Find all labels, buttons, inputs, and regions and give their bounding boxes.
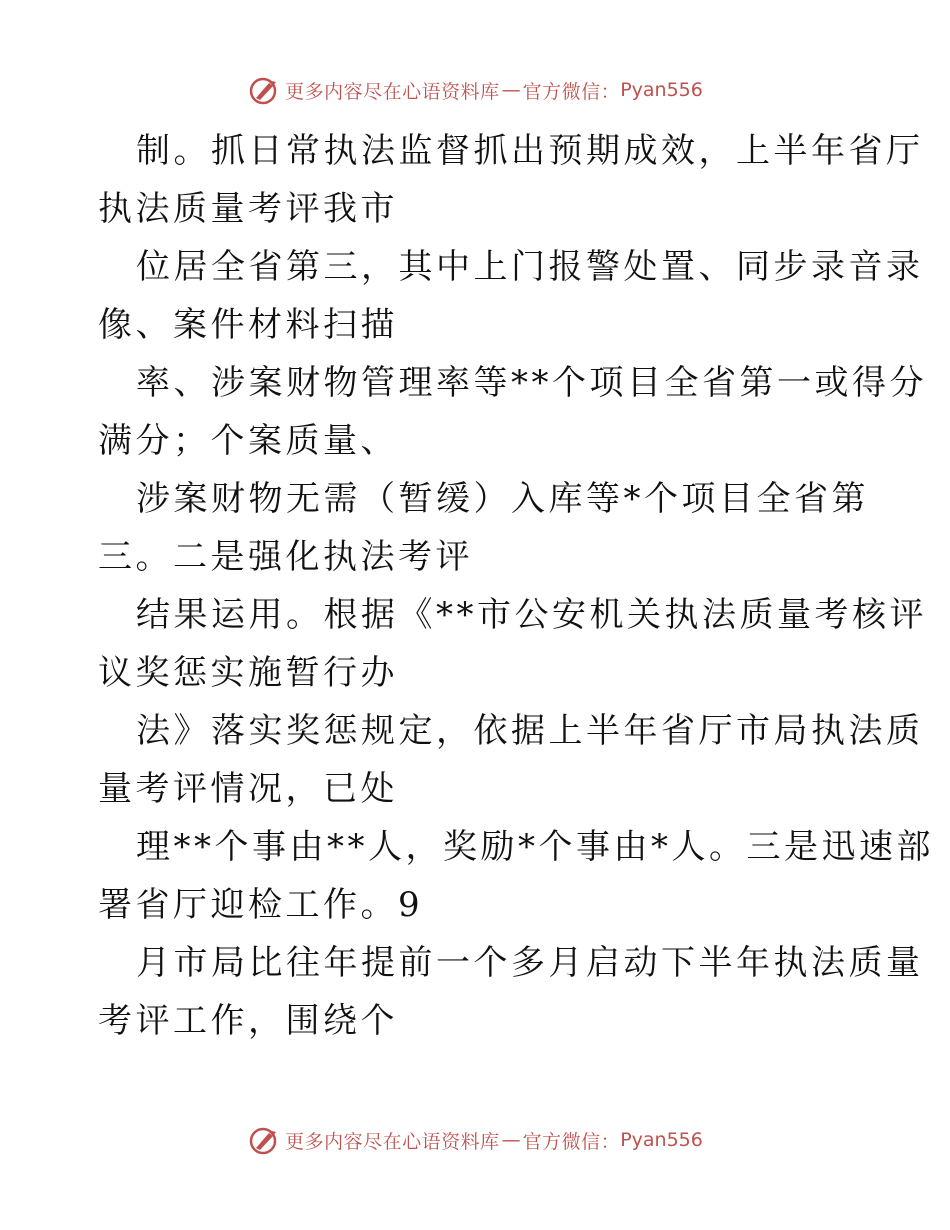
paragraph bbox=[98, 122, 924, 238]
footer-watermark bbox=[0, 1120, 950, 1160]
watermark-text: 更多内容尽在心语资料库 bbox=[285, 80, 500, 103]
header-watermark bbox=[0, 70, 950, 110]
paragraph-line: 执法质量考评我市 bbox=[98, 189, 398, 229]
paragraph-line: 署省厅迎检工作。9 bbox=[98, 885, 424, 925]
paragraph bbox=[98, 354, 927, 470]
paragraph bbox=[98, 470, 869, 586]
watermark-text: 更多内容尽在心语资料库 bbox=[285, 1130, 500, 1153]
document-body bbox=[98, 122, 934, 1050]
pen-logo-icon bbox=[247, 74, 279, 106]
paragraph-line: 满分；个案质量、 bbox=[98, 421, 398, 461]
paragraph-line: 位居全省第三，其中上门报警处置、同步录音录 bbox=[136, 247, 924, 287]
watermark-label: 官方微信： bbox=[522, 1130, 621, 1153]
paragraph-line: 量考评情况，已处 bbox=[98, 769, 398, 809]
paragraph bbox=[98, 238, 924, 354]
watermark-label: 官方微信： bbox=[522, 80, 621, 103]
paragraph bbox=[98, 818, 934, 934]
paragraph-line: 制。抓日常执法监督抓出预期成效，上半年省厅 bbox=[136, 131, 924, 171]
paragraph bbox=[98, 934, 924, 1050]
watermark-id: Pyan556 bbox=[620, 79, 703, 101]
paragraph-line: 考评工作，围绕个 bbox=[98, 1001, 398, 1041]
paragraph-line: 法》落实奖惩规定，依据上半年省厅市局执法质 bbox=[136, 711, 924, 751]
watermark-dash: — bbox=[501, 1129, 521, 1151]
paragraph-line: 率、涉案财物管理率等**个项目全省第一或得分 bbox=[136, 363, 927, 403]
paragraph-line: 三。二是强化执法考评 bbox=[98, 537, 473, 577]
paragraph bbox=[98, 586, 927, 702]
paragraph-line: 议奖惩实施暂行办 bbox=[98, 653, 398, 693]
paragraph-line: 理**个事由**人，奖励*个事由*人。三是迅速部 bbox=[136, 827, 934, 867]
paragraph-line: 月市局比往年提前一个多月启动下半年执法质量 bbox=[136, 943, 924, 983]
pen-logo-icon bbox=[247, 1124, 279, 1156]
paragraph-line: 像、案件材料扫描 bbox=[98, 305, 398, 345]
paragraph bbox=[98, 702, 924, 818]
paragraph-line: 涉案财物无需（暂缓）入库等*个项目全省第 bbox=[136, 479, 869, 519]
paragraph-line: 结果运用。根据《**市公安机关执法质量考核评 bbox=[136, 595, 927, 635]
watermark-id: Pyan556 bbox=[620, 1129, 703, 1151]
watermark-dash: — bbox=[501, 79, 521, 101]
